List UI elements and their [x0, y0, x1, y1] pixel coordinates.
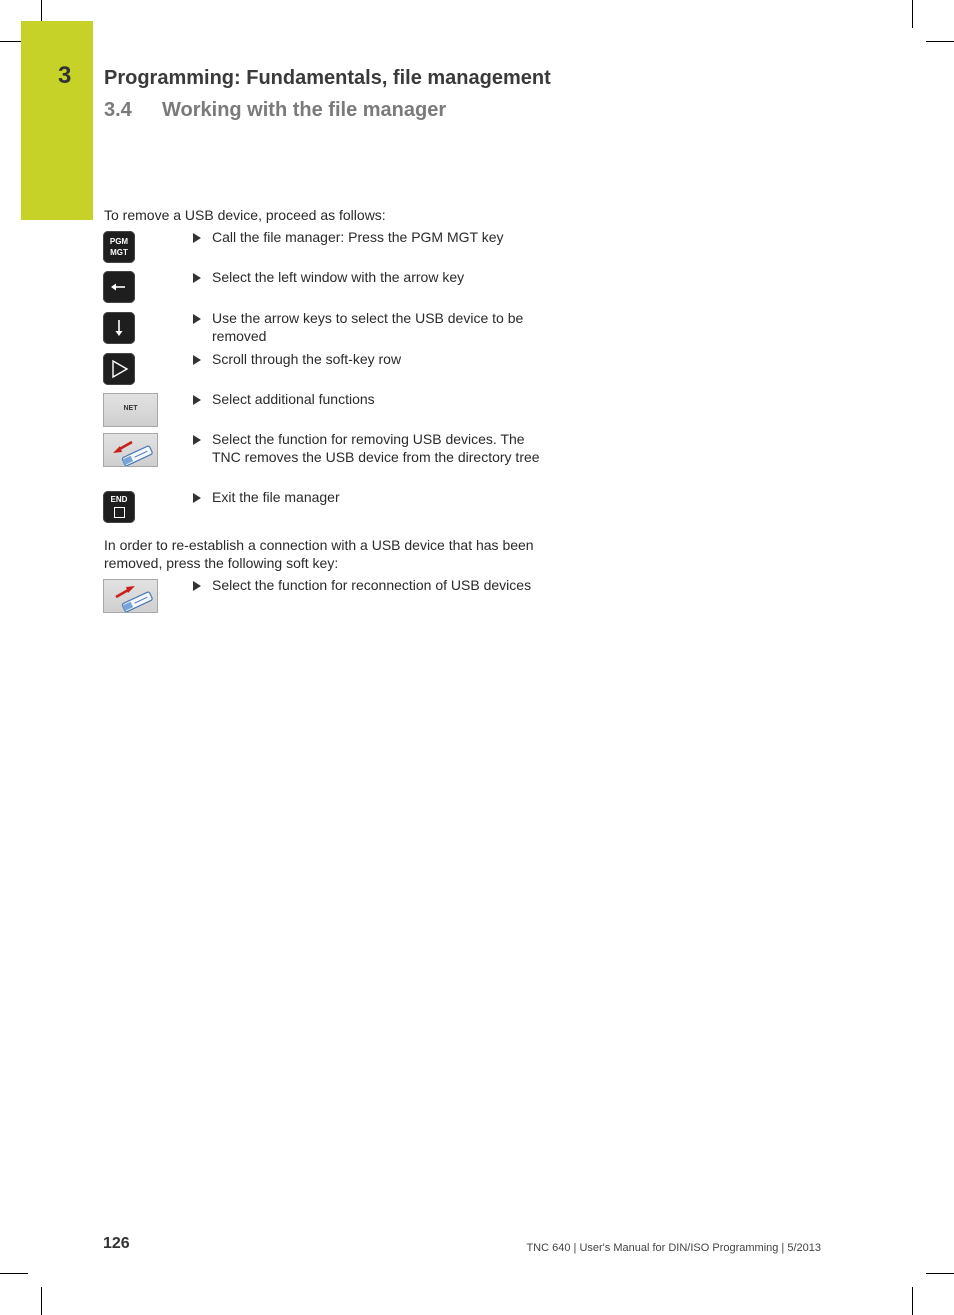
crop-mark	[926, 41, 954, 42]
usb-connect-softkey[interactable]	[103, 579, 158, 613]
pgm-mgt-key[interactable]	[103, 231, 135, 263]
key-label: END	[110, 495, 128, 504]
bullet-triangle-icon	[193, 314, 201, 324]
step-text: Select additional functions	[212, 391, 375, 407]
bullet-triangle-icon	[193, 355, 201, 365]
end-key[interactable]	[103, 491, 135, 523]
step-text: Select the function for removing USB devices. The TNC removes the USB device from the directory tree	[212, 431, 540, 465]
key-label: MGT	[110, 248, 128, 257]
chapter-number: 3	[58, 62, 72, 89]
step-item	[103, 491, 553, 525]
crop-mark	[912, 0, 913, 28]
end-square-icon	[114, 507, 125, 518]
net-softkey[interactable]	[103, 393, 158, 427]
usb-remove-icon	[104, 434, 157, 466]
step-text: Use the arrow keys to select the USB device to be removed	[212, 310, 524, 344]
bullet-triangle-icon	[193, 581, 201, 591]
softkey-label: NET	[123, 405, 138, 412]
chapter-tab	[21, 21, 93, 220]
step-item	[103, 579, 553, 613]
step-text: Call the file manager: Press the PGM MGT key	[212, 229, 504, 245]
step-item	[103, 433, 553, 467]
bullet-triangle-icon	[193, 395, 201, 405]
step-item	[103, 393, 553, 427]
footer-text: TNC 640 | User's Manual for DIN/ISO Programming | 5/2013	[526, 1242, 821, 1254]
page-number: 126	[103, 1235, 130, 1252]
bullet-triangle-icon	[193, 435, 201, 445]
step-item	[103, 231, 553, 265]
step-text: Select the left window with the arrow key	[212, 269, 465, 285]
step-item	[103, 271, 553, 305]
reconnect-paragraph: In order to re-establish a connection with a USB device that has been removed, press the following soft key:	[104, 537, 534, 571]
arrow-down-key[interactable]	[103, 312, 135, 344]
bullet-triangle-icon	[193, 233, 201, 243]
step-text: Exit the file manager	[212, 489, 340, 505]
crop-mark	[0, 1273, 28, 1274]
crop-mark	[912, 1287, 913, 1315]
step-item	[103, 353, 553, 387]
next-softkey-row-key[interactable]	[103, 353, 135, 385]
usb-connect-icon	[104, 580, 157, 612]
section-number: 3.4	[104, 99, 132, 121]
arrow-left-key[interactable]	[103, 271, 135, 303]
crop-mark	[41, 0, 42, 22]
step-item	[103, 312, 553, 346]
key-label: PGM	[109, 237, 129, 246]
step-text: Select the function for reconnection of USB devices	[212, 577, 532, 593]
chapter-title: Programming: Fundamentals, file management	[104, 67, 551, 89]
bullet-triangle-icon	[193, 273, 201, 283]
arrow-left-icon	[103, 271, 135, 303]
usb-remove-softkey[interactable]	[103, 433, 158, 467]
play-triangle-icon	[103, 353, 135, 385]
crop-mark	[41, 1287, 42, 1315]
crop-mark	[0, 41, 22, 42]
crop-mark	[926, 1273, 954, 1274]
step-text: Scroll through the soft-key row	[212, 351, 402, 367]
arrow-down-icon	[103, 312, 135, 344]
section-title: Working with the file manager	[162, 99, 447, 121]
intro-paragraph: To remove a USB device, proceed as follows:	[104, 207, 386, 223]
bullet-triangle-icon	[193, 493, 201, 503]
